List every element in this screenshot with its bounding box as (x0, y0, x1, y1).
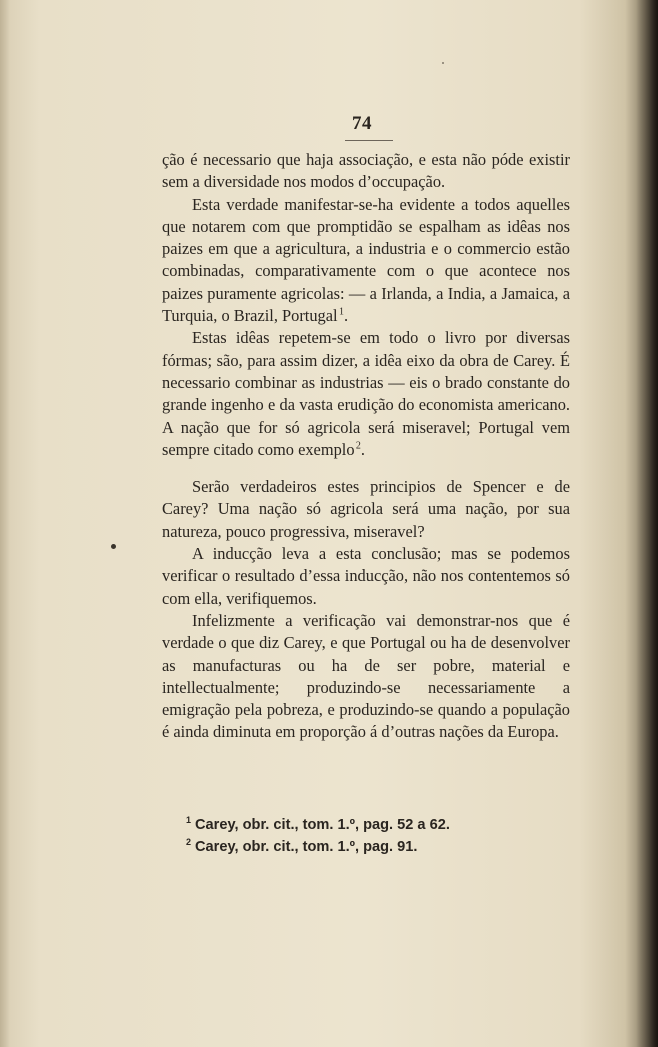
body-text (162, 149, 570, 744)
paragraph-3 (162, 327, 570, 461)
footnotes (186, 814, 516, 858)
paragraph-5 (162, 543, 570, 610)
paragraph-6 (162, 610, 570, 744)
paragraph-tail: . (360, 439, 366, 459)
paragraph-text: Esta verdade manifestar-se-ha evidente a todos aquelles que notarem com que promptidão se espalham as idêas nos paizes em que a agricultura, a industria e o commercio estão combinadas, comparativamente com o que acontece nos paizes puramente agricolas: — a Irlanda, a India, a Jamaica, a Turquia, o Brazil, Portugal (162, 194, 570, 326)
page-left-edge (0, 0, 10, 1047)
paragraph-text: A inducção leva a esta conclusão; mas se podemos verificar o resultado d’essa inducção, não nos contentemos só com ella, verifiquemos. (162, 544, 570, 608)
paragraph-4 (162, 476, 570, 543)
paragraph-text: Serão verdadeiros estes principios de Spencer e de Carey? Uma nação só agricola será uma nação, por sua natureza, pouco progressiva, miseravel? (162, 477, 570, 541)
paragraph-text: Estas idêas repetem-se em todo o livro por diversas fórmas; são, para assim dizer, a idêa eixo da obra de Carey. É necessario combinar as industrias — eis o brado constante do grande ingenho e da vasta erudição do economista americano. A nação que for só agricola será miseravel; Portugal vem sempre citado como exemplo (162, 328, 570, 459)
footnote-reference: 1 (338, 306, 344, 318)
book-spine-shadow (636, 0, 658, 1047)
footnote-text: Carey, obr. cit., tom. 1.º, pag. 91. (195, 839, 418, 855)
paragraph-2 (162, 194, 570, 328)
page-number-rule (345, 140, 393, 141)
paragraph-tail: . (343, 306, 349, 326)
paragraph-1 (162, 149, 570, 194)
paragraph-text: Infelizmente a verificação vai demonstrar-nos que é verdade o que diz Carey, e que Portugal ou ha de desenvolver as manufacturas ou ha de ser pobre, material e intellectualmente; produzindo-se necessariamente a emigração pela pobreza, e produzindo-se quando a população é ainda diminuta em proporção á d’outras nações da Europa. (162, 610, 570, 742)
page-number: 74 (352, 113, 372, 134)
footnote-mark: 1 (186, 815, 192, 826)
footnote-reference: 2 (355, 440, 361, 452)
ink-speck (442, 62, 444, 64)
footnote-1 (186, 814, 516, 836)
footnote-text: Carey, obr. cit., tom. 1.º, pag. 52 a 62. (195, 817, 450, 833)
footnote-2 (186, 836, 516, 858)
ink-speck (111, 544, 116, 549)
footnote-mark: 2 (186, 837, 192, 848)
paragraph-text: ção é necessario que haja associação, e esta não póde existir sem a diversidade nos modos d’occupação. (162, 150, 570, 192)
